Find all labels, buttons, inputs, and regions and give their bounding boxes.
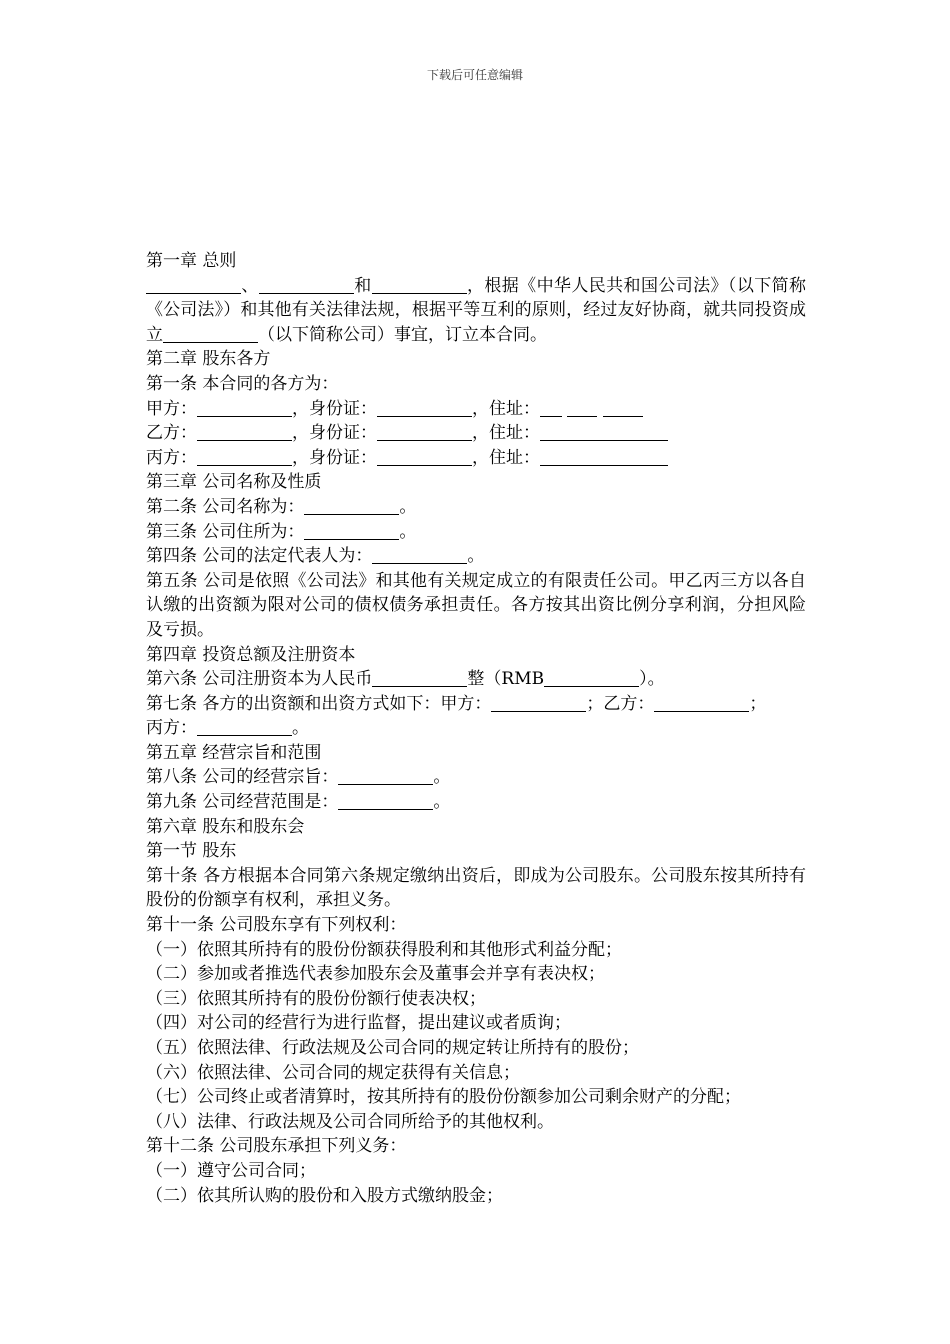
party-a-id-blank[interactable] (377, 399, 472, 417)
chapter-4-title: 第四章 投资总额及注册资本 (146, 644, 356, 665)
party-b-contribution-blank[interactable] (654, 694, 749, 712)
chapter-3-title: 第三章 公司名称及性质 (146, 472, 322, 493)
party-b-row: 乙方： ，身份证： ，住址： (146, 421, 806, 446)
section-1-title: 第一节 股东 (146, 841, 237, 862)
list-item: （二）依其所认购的股份和入股方式缴纳股金； (146, 1185, 503, 1206)
list-item: （三）依照其所持有的股份份额行使表决权； (146, 988, 486, 1009)
article-7-cont: 丙方： 。 (146, 718, 309, 739)
business-scope-blank[interactable] (338, 792, 433, 810)
article-3: 第三条 公司住所为： 。 (146, 521, 417, 542)
party-a-row: 甲方： ，身份证： ，住址： (146, 397, 806, 422)
party-a-address-blank[interactable] (567, 399, 597, 417)
contract-body (146, 249, 806, 1208)
list-item: （八）法律、行政法规及公司合同所给予的其他权利。 (146, 1111, 554, 1132)
company-name-blank[interactable] (304, 497, 399, 515)
legal-representative-blank[interactable] (372, 546, 467, 564)
party-c-contribution-blank[interactable] (197, 718, 292, 736)
party-c-address-blank[interactable] (540, 448, 668, 466)
party-a-name-blank[interactable] (197, 399, 292, 417)
blank-field[interactable] (372, 276, 467, 294)
article-2: 第二条 公司名称为： 。 (146, 496, 417, 517)
article-7: 第七条 各方的出资额和出资方式如下：甲方： ；乙方： ； (146, 693, 767, 714)
party-c-row: 丙方： ，身份证： ，住址： (146, 446, 806, 471)
article-9: 第九条 公司经营范围是： 。 (146, 792, 451, 813)
article-6: 第六条 公司注册资本为人民币 整（RMB ）。 (146, 669, 665, 690)
business-purpose-blank[interactable] (338, 767, 433, 785)
party-c-name-blank[interactable] (197, 448, 292, 466)
article-12: 第十二条 公司股东承担下列义务： (146, 1136, 407, 1157)
article-5: 第五条 公司是依照《公司法》和其他有关规定成立的有限责任公司。甲乙丙三方以各自认缴的出资额为限对公司的债权债务承担责任。各方按其出资比例分享利润，分担风险及亏损。 (146, 570, 806, 640)
list-item: （六）依照法律、公司合同的规定获得有关信息； (146, 1062, 520, 1083)
party-c-id-blank[interactable] (377, 448, 472, 466)
list-item: （二）参加或者推选代表参加股东会及董事会并享有表决权； (146, 964, 605, 985)
capital-rmb-words-blank[interactable] (372, 669, 467, 687)
party-b-address-blank[interactable] (540, 423, 668, 441)
party-a-address-blank[interactable] (603, 399, 643, 417)
list-item: （一）遵守公司合同； (146, 1160, 316, 1181)
chapter-5-title: 第五章 经营宗旨和范围 (146, 742, 322, 763)
chapter-1-title: 第一章 总则 (146, 251, 237, 271)
party-a-contribution-blank[interactable] (491, 694, 586, 712)
party-a-address-blank[interactable] (540, 399, 562, 417)
chapter-6-title: 第六章 股东和股东会 (146, 816, 305, 837)
list-item: （四）对公司的经营行为进行监督，提出建议或者质询； (146, 1013, 571, 1034)
list-item: （五）依照法律、行政法规及公司合同的规定转让所持有的股份； (146, 1038, 639, 1058)
company-name-blank[interactable] (163, 325, 258, 343)
article-11: 第十一条 公司股东享有下列权利： (146, 915, 407, 936)
page-header-note: 下载后可任意编辑 (426, 68, 523, 82)
company-address-blank[interactable] (304, 522, 399, 540)
chapter-2-title: 第二章 股东各方 (146, 349, 271, 370)
article-4: 第四条 公司的法定代表人为： 。 (146, 546, 485, 567)
blank-field[interactable] (259, 276, 354, 294)
article-10: 第十条 各方根据本合同第六条规定缴纳出资后，即成为公司股东。公司股东按其所持有股份的份额享有权利，承担义务。 (146, 865, 806, 911)
capital-rmb-number-blank[interactable] (544, 669, 639, 687)
article-1: 第一条 本合同的各方为： (146, 373, 339, 394)
list-item: （一）依照其所持有的股份份额获得股利和其他形式利益分配； (146, 939, 622, 960)
party-b-id-blank[interactable] (377, 423, 472, 441)
blank-field[interactable] (146, 276, 241, 294)
article-8: 第八条 公司的经营宗旨： 。 (146, 767, 451, 788)
chapter-1-paragraph: 、 和 ，根据《中华人民共和国公司法》（以下简称《公司法》）和其他有关法律法规，根据平等互利的原则，经过友好协商，就共同投资成立 （以下简称公司）事宜，订立本合同。 (146, 275, 807, 345)
list-item: （七）公司终止或者清算时，按其所持有的股份份额参加公司剩余财产的分配； (146, 1087, 741, 1108)
party-b-name-blank[interactable] (197, 423, 292, 441)
